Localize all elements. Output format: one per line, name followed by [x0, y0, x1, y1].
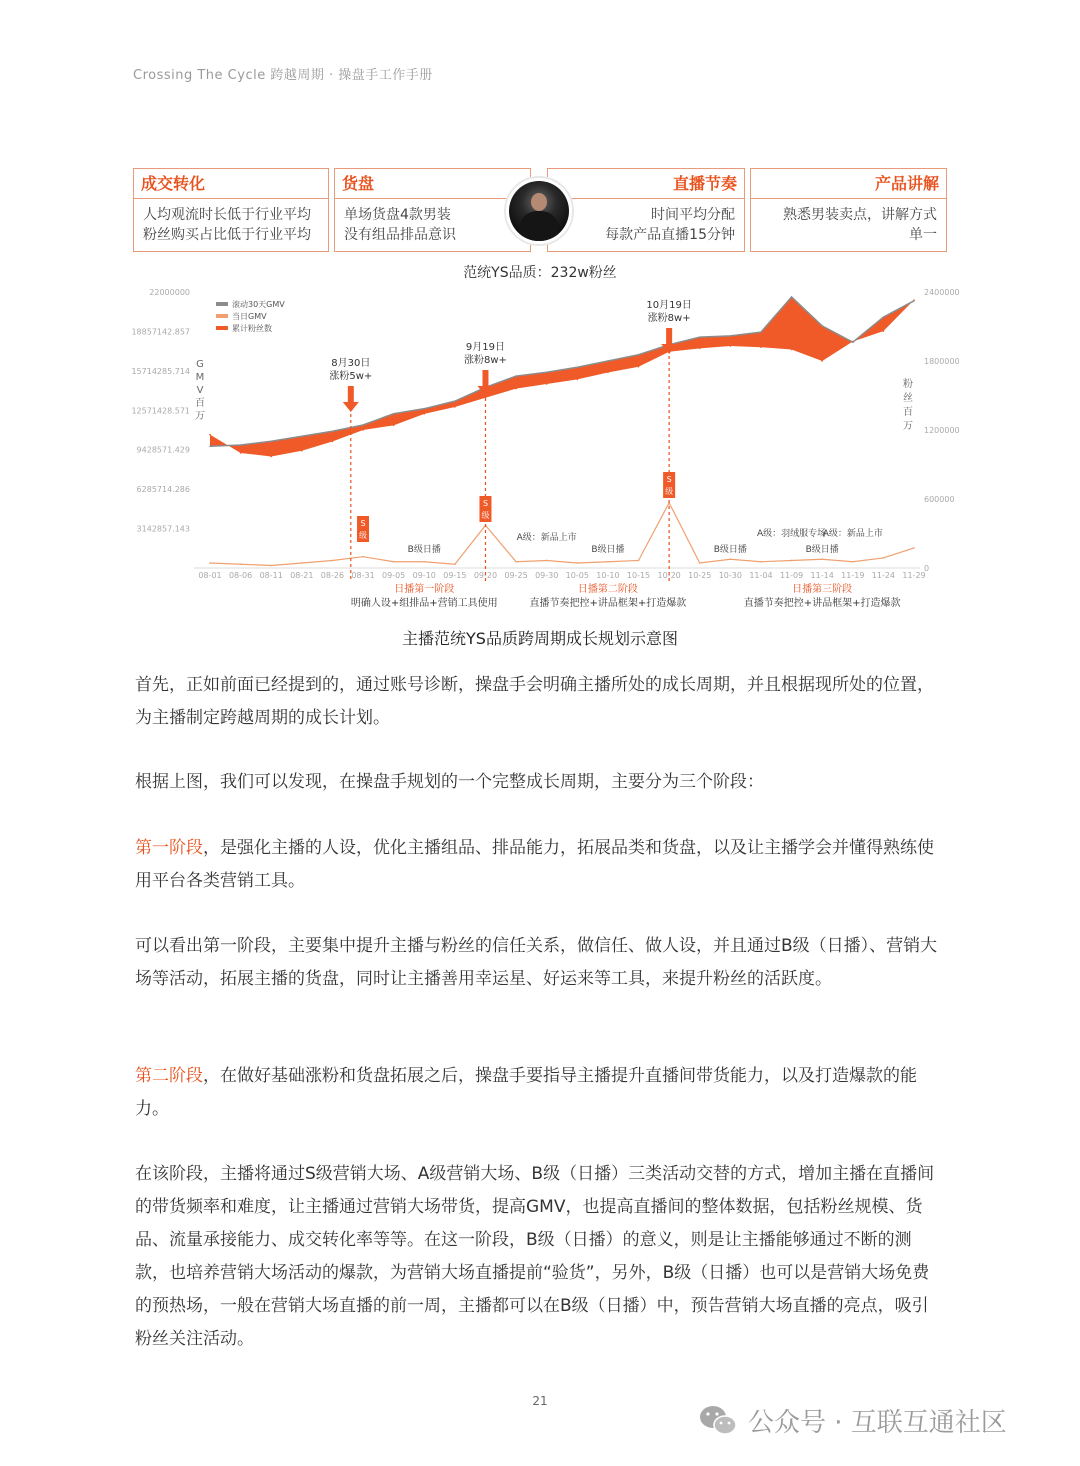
- legend-swatch: [216, 302, 228, 306]
- card-title: 直播节奏: [548, 169, 744, 199]
- gmv-point: [883, 316, 885, 318]
- card-line: 时间平均分配: [651, 207, 735, 223]
- activity-label: B级日播: [713, 545, 747, 555]
- y-right-tick-label: 2400000: [924, 288, 960, 297]
- x-tick-label: 09-15: [443, 571, 467, 580]
- y-right-tick-label: 0: [924, 564, 930, 573]
- s-level-badge-label: 级: [359, 531, 368, 540]
- gmv-point: [760, 331, 762, 333]
- card-conversion: [133, 168, 329, 252]
- gmv-point: [546, 371, 548, 373]
- annotation-arrow-head: [343, 402, 359, 412]
- gmv-point: [270, 440, 272, 442]
- annotation-fans-gain: 涨粉5w+: [329, 371, 373, 382]
- activity-label: A级：新品上市: [516, 533, 577, 543]
- wechat-icon: [698, 1404, 738, 1438]
- paragraph: 根据上图，我们可以发现，在操盘手规划的一个完整成长周期，主要分为三个阶段：: [135, 772, 764, 792]
- gmv-point: [791, 296, 793, 298]
- fans-point: [362, 429, 364, 431]
- card-title: 产品讲解: [751, 169, 946, 199]
- y-left-tick-label: 12571428.571: [131, 406, 190, 416]
- daily-gmv-point: [454, 563, 456, 565]
- y-right-axis-label: 粉: [903, 379, 913, 390]
- legend-swatch: [216, 326, 228, 330]
- running-header: Crossing The Cycle 跨越周期 · 操盘手工作手册: [133, 68, 433, 83]
- x-tick-label: 09-20: [473, 571, 498, 580]
- gmv-point: [730, 335, 732, 337]
- phase-title: 日播第一阶段: [394, 584, 455, 595]
- gmv-point: [577, 366, 579, 368]
- y-left-axis-label: G: [196, 359, 204, 370]
- daily-gmv-point: [760, 561, 762, 563]
- daily-gmv-point: [362, 556, 364, 558]
- page-number: 21: [532, 1394, 548, 1408]
- fans-point: [209, 434, 211, 436]
- card-product-explain: [750, 168, 947, 252]
- gmv-point: [454, 400, 456, 402]
- y-left-axis-label: 万: [195, 411, 205, 422]
- daily-gmv-point: [699, 562, 701, 564]
- daily-gmv-point: [270, 565, 272, 567]
- s-level-badge-label: S: [360, 519, 366, 528]
- watermark-text: 公众号 · 互联互通社区: [748, 1408, 1007, 1438]
- annotation-arrow-shaft: [482, 370, 488, 386]
- y-right-axis-label: 丝: [903, 393, 913, 404]
- daily-gmv-point: [607, 561, 609, 563]
- y-left-axis-label: M: [195, 372, 205, 383]
- gmv-point: [393, 413, 395, 415]
- card-title: 货盘: [335, 169, 530, 199]
- card-inventory: [334, 168, 531, 252]
- fans-point: [393, 425, 395, 427]
- x-tick-label: 09-05: [382, 571, 406, 580]
- card-line: 熟悉男装卖点，讲解方式: [783, 207, 937, 223]
- y-left-tick-label: 6285714.286: [136, 485, 190, 495]
- gmv-point: [821, 325, 823, 327]
- y-left-axis-label: 百: [195, 398, 205, 409]
- card-line: 每款产品直播15分钟: [605, 227, 735, 243]
- x-tick-label: 10-20: [657, 571, 681, 580]
- y-right-tick-label: 600000: [924, 495, 955, 504]
- wechat-watermark: [698, 1402, 1007, 1439]
- fans-point: [577, 379, 579, 381]
- legend-label: 滚动30天GMV: [232, 300, 285, 309]
- gmv-point: [301, 435, 303, 437]
- fans-point: [454, 406, 456, 408]
- streamer-avatar: [504, 176, 574, 246]
- card-title: 成交转化: [134, 169, 328, 199]
- series-fill-band: [210, 297, 914, 456]
- paragraph: 可以看出第一阶段，主要集中提升主播与粉丝的信任关系，做信任、做人设，并且通过B级（日播）、营销大场等活动，拓展主播的货盘，同时让主播善用幸运星、好运来等工具，来提升粉丝的活跃度。: [135, 936, 938, 989]
- x-tick-label: 08-06: [228, 571, 253, 580]
- x-tick-label: 11-24: [871, 571, 896, 580]
- daily-gmv-point: [577, 562, 579, 564]
- fans-point: [270, 456, 272, 458]
- fans-point: [423, 413, 425, 415]
- y-right-axis-label: 百: [903, 407, 913, 418]
- x-tick-label: 09-10: [412, 571, 436, 580]
- x-tick-label: 11-19: [841, 571, 865, 580]
- x-tick-label: 08-01: [198, 571, 222, 580]
- activity-label: A级：新品上市: [822, 529, 883, 539]
- daily-gmv-point: [638, 560, 640, 562]
- card-line: 没有组品排品意识: [344, 227, 456, 243]
- annotation-date: 9月19日: [465, 342, 506, 353]
- daily-gmv-point: [423, 561, 425, 563]
- paragraph: 在该阶段，主播将通过S级营销大场、A级营销大场、B级（日播）三类活动交替的方式，增加主播在直播间的带货频率和难度，让主播通过营销大场带货，提高GMV，也提高直播间的整体数据，包括粉丝规模、货品、流量承接能力、成交转化率等等。在这一阶段，B级（日播）的意义，则是让主播能够通过不断的测款，也培养营销大场活动的爆款，为营销大场直播提前“验货”，另外，B级（日播）也可以是营销大场免费的预热场，一般在营销大场直播的前一周，主播都可以在B级（日播）中，预告营销大场直播的亮点，吸引粉丝关注活动。: [135, 1164, 935, 1349]
- daily-gmv-point: [301, 562, 303, 564]
- fans-point: [515, 388, 517, 390]
- y-left-tick-label: 3142857.143: [136, 524, 190, 534]
- s-level-badge-label: S: [482, 499, 489, 508]
- activity-label: A级：羽绒服专场: [756, 529, 827, 539]
- fans-point: [607, 372, 609, 374]
- x-tick-label: 10-15: [626, 571, 651, 580]
- y-left-tick-label: 22000000: [149, 288, 190, 297]
- fans-point: [791, 349, 793, 351]
- phase-description: 直播节奏把控+讲品框架+打造爆款: [529, 598, 687, 609]
- fans-point: [760, 346, 762, 348]
- fans-point: [240, 452, 242, 454]
- x-tick-label: 11-14: [810, 571, 834, 580]
- s-level-badge-label: S: [666, 475, 672, 484]
- activity-label: B级日播: [407, 545, 441, 555]
- gmv-point: [362, 424, 364, 426]
- daily-gmv-point: [332, 560, 334, 562]
- x-tick-label: 10-05: [565, 571, 589, 580]
- gmv-point: [240, 444, 242, 446]
- card-live-rhythm: [547, 168, 745, 252]
- legend-swatch: [216, 314, 228, 318]
- annotation-arrow-shaft: [666, 328, 672, 344]
- x-tick-label: 10-25: [688, 571, 712, 580]
- s-level-badge-label: 级: [665, 487, 674, 496]
- legend-label: 当日GMV: [232, 312, 267, 321]
- s-level-badge-label: 级: [481, 511, 490, 520]
- x-tick-label: 10-10: [596, 571, 620, 580]
- y-right-tick-label: 1200000: [924, 426, 960, 435]
- phase-description: 直播节奏把控+讲品框架+打造爆款: [743, 598, 901, 609]
- daily-gmv-point: [240, 563, 242, 565]
- card-line: 粉丝购买占比低于行业平均: [143, 227, 311, 243]
- x-tick-label: 08-31: [351, 571, 375, 580]
- fans-point: [546, 383, 548, 385]
- x-tick-label: 09-25: [504, 571, 528, 580]
- growth-chart: [130, 282, 960, 616]
- card-line: 单一: [909, 227, 937, 243]
- daily-gmv-point: [791, 560, 793, 562]
- fans-point: [730, 345, 732, 347]
- daily-gmv-point: [515, 561, 517, 563]
- phase-title: 日播第二阶段: [577, 584, 638, 595]
- x-tick-label: 11-04: [749, 571, 773, 580]
- paragraph: 第一阶段，是强化主播的人设，优化主播组品、排品能力，拓展品类和货盘，以及让主播学会并懂得熟练使用平台各类营销工具。: [135, 838, 934, 891]
- y-left-axis-label: V: [196, 385, 204, 396]
- annotation-arrow-shaft: [348, 386, 354, 402]
- gmv-point: [852, 341, 854, 343]
- phase-description: 明确人设+组排品+营销工具使用: [350, 598, 498, 609]
- daily-gmv-point: [546, 560, 548, 562]
- y-left-tick-label: 9428571.429: [136, 445, 190, 455]
- y-right-axis-label: 万: [903, 421, 913, 432]
- daily-gmv-point: [883, 557, 885, 559]
- daily-gmv-point: [393, 561, 395, 563]
- daily-gmv-point: [821, 558, 823, 560]
- gmv-point: [607, 360, 609, 362]
- legend-label: 累计粉丝数: [232, 324, 272, 333]
- fans-point: [301, 450, 303, 452]
- gmv-point: [515, 375, 517, 377]
- gmv-point: [332, 430, 334, 432]
- fans-point: [699, 348, 701, 350]
- gmv-point: [638, 354, 640, 356]
- daily-gmv-point: [209, 562, 211, 564]
- chart-caption: 主播范统YS品质跨周期成长规划示意图: [402, 629, 678, 648]
- daily-gmv-point: [730, 558, 732, 560]
- gmv-point: [423, 408, 425, 410]
- x-tick-label: 11-29: [902, 571, 926, 580]
- x-tick-label: 10-30: [718, 571, 742, 580]
- paragraph: 第二阶段，在做好基础涨粉和货盘拓展之后，操盘手要指导主播提升直播间带货能力，以及打造爆款的能力。: [135, 1066, 917, 1119]
- gmv-point: [209, 446, 211, 448]
- fans-point: [883, 330, 885, 332]
- gmv-point: [913, 300, 915, 302]
- annotation-date: 10月19日: [646, 300, 692, 311]
- daily-gmv-point: [852, 561, 854, 563]
- fans-point: [332, 441, 334, 443]
- activity-label: B级日播: [805, 545, 839, 555]
- chart-title: 范统YS品质：232w粉丝: [463, 265, 617, 281]
- card-line: 人均观流时长低于行业平均: [143, 207, 311, 223]
- phase-title: 日播第三阶段: [792, 584, 853, 595]
- y-right-tick-label: 1800000: [924, 357, 960, 366]
- card-line: 单场货盘4款男装: [344, 207, 451, 223]
- daily-gmv-point: [913, 547, 915, 549]
- x-tick-label: 08-21: [290, 571, 314, 580]
- annotation-date: 8月30日: [331, 358, 371, 369]
- x-tick-label: 09-30: [535, 571, 559, 580]
- activity-label: B级日播: [591, 545, 625, 555]
- x-tick-label: 08-26: [320, 571, 345, 580]
- annotation-fans-gain: 涨粉8w+: [647, 313, 691, 324]
- x-tick-label: 08-11: [259, 571, 283, 580]
- x-tick-label: 11-09: [779, 571, 804, 580]
- fans-point: [821, 360, 823, 362]
- y-left-tick-label: 18857142.857: [131, 327, 190, 337]
- fans-point: [638, 366, 640, 368]
- gmv-point: [699, 336, 701, 338]
- paragraph: 首先，正如前面已经提到的，通过账号诊断，操盘手会明确主播所处的成长周期，并且根据现所处的位置，为主播制定跨越周期的成长计划。: [135, 675, 934, 728]
- annotation-fans-gain: 涨粉8w+: [464, 355, 507, 366]
- y-left-tick-label: 15714285.714: [131, 366, 190, 376]
